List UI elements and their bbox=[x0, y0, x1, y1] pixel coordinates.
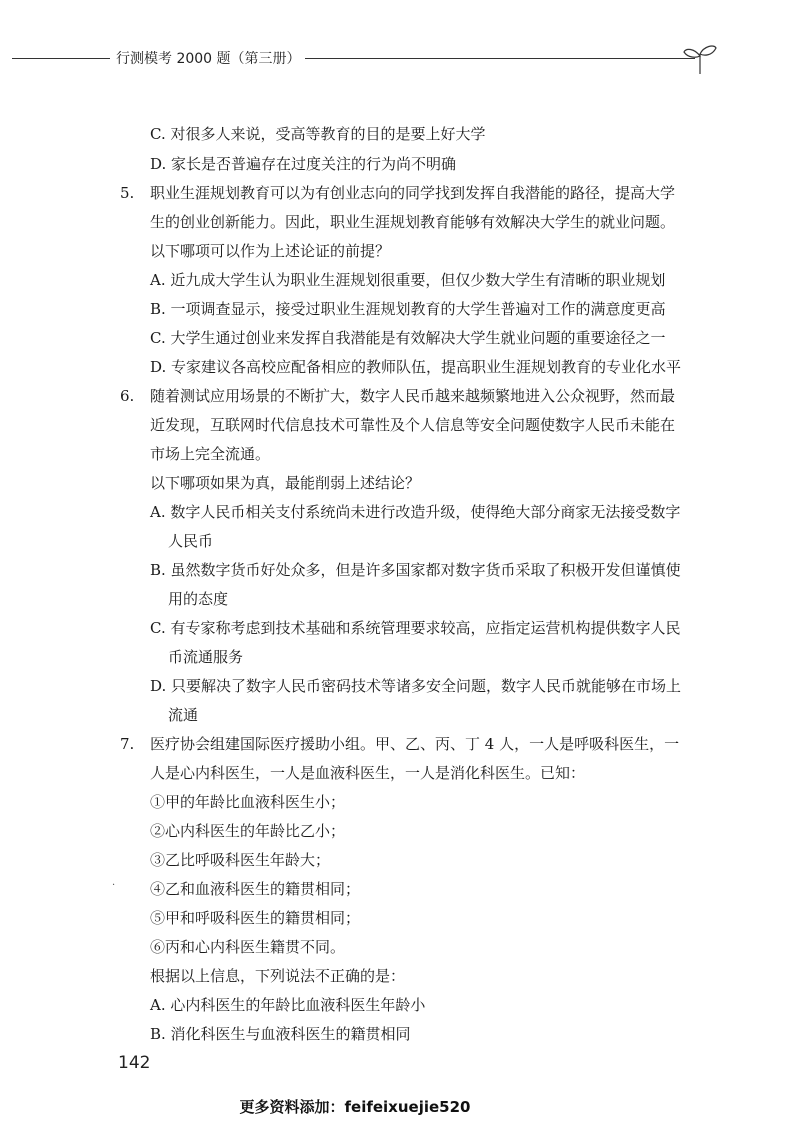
q6-stem-4: 以下哪项如果为真，最能削弱上述结论？ bbox=[150, 474, 421, 492]
q4-option-c: C. 对很多人来说，受高等教育的目的是要上好大学 bbox=[150, 125, 486, 143]
q7-option-a: A. 心内科医生的年龄比血液科医生年龄小 bbox=[150, 996, 426, 1014]
page-body bbox=[120, 120, 720, 1044]
q6-stem-1: 随着测试应用场景的不断扩大，数字人民币越来越频繁地进入公众视野，然而最 bbox=[150, 387, 676, 405]
sprout-icon bbox=[680, 40, 720, 76]
q5-stem-3: 以下哪项可以作为上述论证的前提？ bbox=[150, 242, 391, 260]
header-rule-right bbox=[305, 58, 695, 59]
q7-option-b: B. 消化科医生与血液科医生的籍贯相同 bbox=[150, 1025, 411, 1043]
q7-condition-1: ①甲的年龄比血液科医生小； bbox=[150, 793, 346, 811]
q7-condition-3: ③乙比呼吸科医生年龄大； bbox=[150, 851, 331, 869]
q6-option-a: A. 数字人民币相关支付系统尚未进行改造升级，使得绝大部分商家无法接受数字 bbox=[150, 503, 681, 521]
q6-option-b: B. 虽然数字货币好处众多，但是许多国家都对数字货币采取了积极开发但谨慎使 bbox=[150, 561, 681, 579]
q7-condition-4: ④乙和血液科医生的籍贯相同； bbox=[150, 880, 361, 898]
running-header bbox=[0, 40, 800, 80]
q6-stem-2: 近发现，互联网时代信息技术可靠性及个人信息等安全问题使数字人民币未能在 bbox=[150, 416, 676, 434]
page-number: 142 bbox=[118, 1053, 151, 1073]
q7-stem-1: 医疗协会组建国际医疗援助小组。甲、乙、丙、丁 4 人，一人是呼吸科医生，一 bbox=[150, 735, 680, 753]
q5-option-b: B. 一项调查显示，接受过职业生涯规划教育的大学生普遍对工作的满意度更高 bbox=[150, 300, 666, 318]
q7-condition-6: ⑥丙和心内科医生籍贯不同。 bbox=[150, 938, 346, 956]
question-number: 5. bbox=[120, 184, 135, 202]
q6-option-c-cont: 币流通服务 bbox=[168, 648, 244, 666]
q4-option-d: D. 家长是否普遍存在过度关注的行为尚不明确 bbox=[150, 155, 457, 173]
question-6 bbox=[120, 387, 720, 725]
q6-option-d-cont: 流通 bbox=[168, 706, 199, 724]
q5-option-c: C. 大学生通过创业来发挥自我潜能是有效解决大学生就业问题的重要途径之一 bbox=[150, 329, 666, 347]
header-rule-left bbox=[12, 58, 110, 59]
footer-note: 更多资料添加：feifeixuejie520 bbox=[239, 1098, 471, 1116]
question-5 bbox=[120, 184, 720, 377]
q7-stem-2: 人是心内科医生，一人是血液科医生，一人是消化科医生。已知： bbox=[150, 764, 586, 782]
book-title: 行测模考 2000 题（第三册） bbox=[116, 51, 301, 67]
q7-condition-2: ②心内科医生的年龄比乙小； bbox=[150, 822, 346, 840]
q5-option-d: D. 专家建议各高校应配备相应的教师队伍，提高职业生涯规划教育的专业化水平 bbox=[150, 358, 682, 376]
question-number: 6. bbox=[120, 387, 135, 405]
q6-option-a-cont: 人民币 bbox=[168, 532, 214, 550]
q7-question: 根据以上信息，下列说法不正确的是： bbox=[150, 967, 406, 985]
q5-stem-2: 生的创业创新能力。因此，职业生涯规划教育能够有效解决大学生的就业问题。 bbox=[150, 213, 676, 231]
q5-option-a: A. 近九成大学生认为职业生涯规划很重要，但仅少数大学生有清晰的职业规划 bbox=[150, 271, 666, 289]
q6-stem-3: 市场上完全流通。 bbox=[150, 445, 271, 463]
question-number: 7. bbox=[120, 735, 135, 753]
q6-option-d: D. 只要解决了数字人民币密码技术等诸多安全问题，数字人民币就能够在市场上 bbox=[150, 677, 682, 695]
q5-stem-1: 职业生涯规划教育可以为有创业志向的同学找到发挥自我潜能的路径，提高大学 bbox=[150, 184, 676, 202]
q6-option-b-cont: 用的态度 bbox=[168, 590, 229, 608]
question-7 bbox=[120, 735, 720, 1044]
q6-option-c: C. 有专家称考虑到技术基础和系统管理要求较高，应指定运营机构提供数字人民 bbox=[150, 619, 681, 637]
stray-mark: · bbox=[112, 880, 116, 891]
q7-condition-5: ⑤甲和呼吸科医生的籍贯相同； bbox=[150, 909, 361, 927]
